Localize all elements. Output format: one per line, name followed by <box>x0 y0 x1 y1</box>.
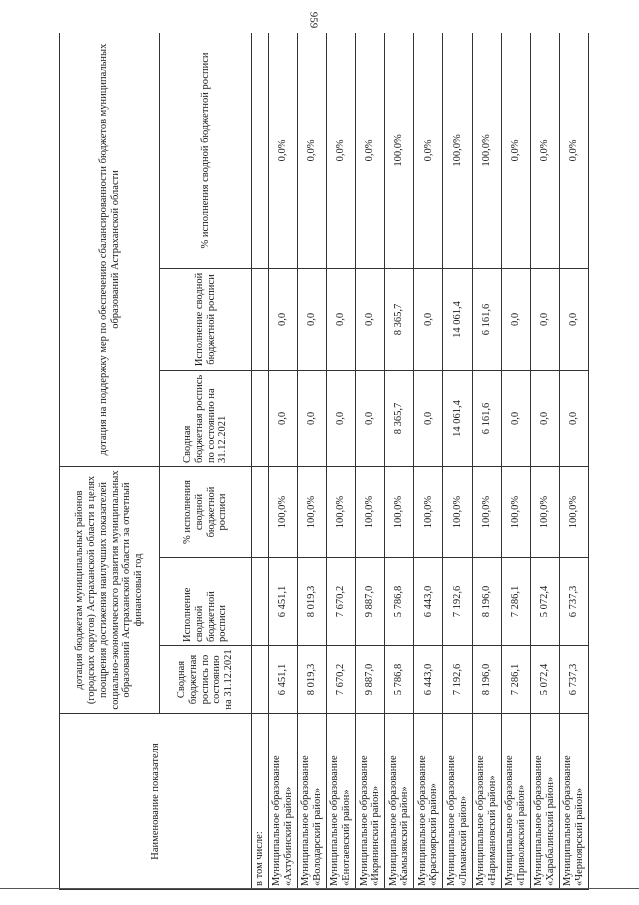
g2-plan-value: 6 161,6 <box>472 370 501 466</box>
g2-plan-value: 0,0 <box>501 370 530 466</box>
table-row <box>298 33 327 890</box>
g2-exec-value: 0,0 <box>269 268 298 370</box>
g2-pct-value: 0,0% <box>414 33 443 268</box>
page-number: 959 <box>307 11 320 29</box>
g2-plan-header: Сводная бюджетная роспись по состоянию на 31.12.2021 <box>160 370 252 466</box>
budget-table <box>59 33 589 890</box>
g2-exec-value: 0,0 <box>559 268 588 370</box>
row-name: Муниципальное образование «Икрянинский район» <box>356 714 385 890</box>
row-name: Муниципальное образование «Камызякский район» <box>385 714 414 890</box>
g1-pct-value: 100,0% <box>327 466 356 557</box>
table-row <box>269 33 298 890</box>
g2-pct-value: 0,0% <box>559 33 588 268</box>
g2-pct-value: 0,0% <box>501 33 530 268</box>
table-row <box>443 33 472 890</box>
g1-pct-value: 100,0% <box>269 466 298 557</box>
g1-plan-value: 6 737,3 <box>559 646 588 714</box>
g2-plan-value: 0,0 <box>356 370 385 466</box>
g1-exec-value: 7 286,1 <box>501 558 530 646</box>
row-name: Муниципальное образование «Енотаевский район» <box>327 714 356 890</box>
g2-pct-value: 100,0% <box>472 33 501 268</box>
subheader-label: в том числе: <box>252 714 269 890</box>
g1-exec-value: 5 072,4 <box>530 558 559 646</box>
g2-plan-value: 0,0 <box>559 370 588 466</box>
g2-pct-value: 0,0% <box>298 33 327 268</box>
g2-exec-value: 14 061,4 <box>443 268 472 370</box>
empty-cell <box>252 466 269 557</box>
g2-plan-value: 0,0 <box>298 370 327 466</box>
g2-plan-value: 0,0 <box>327 370 356 466</box>
subheader-row <box>252 33 269 890</box>
table-row <box>414 33 443 890</box>
page-bottom-rule <box>0 888 639 889</box>
g1-pct-value: 100,0% <box>472 466 501 557</box>
table-row <box>559 33 588 890</box>
row-name: Муниципальное образование «Наримановский район» <box>472 714 501 890</box>
indicator-header: Наименование показателя <box>60 714 252 890</box>
g1-plan-value: 9 887,0 <box>356 646 385 714</box>
table-row <box>385 33 414 890</box>
group2-header: дотация на поддержку мер по обеспечению сбалансированности бюджетов муниципальных образований Астраханской области <box>60 33 160 466</box>
empty-cell <box>252 646 269 714</box>
g1-pct-value: 100,0% <box>443 466 472 557</box>
g2-exec-value: 0,0 <box>414 268 443 370</box>
row-name: Муниципальное образование «Ахтубинский район» <box>269 714 298 890</box>
g2-exec-value: 0,0 <box>530 268 559 370</box>
g1-plan-value: 6 443,0 <box>414 646 443 714</box>
g1-exec-value: 5 786,8 <box>385 558 414 646</box>
table-row <box>327 33 356 890</box>
g1-exec-value: 8 019,3 <box>298 558 327 646</box>
g2-pct-value: 100,0% <box>385 33 414 268</box>
g1-exec-value: 7 670,2 <box>327 558 356 646</box>
g2-plan-value: 14 061,4 <box>443 370 472 466</box>
g2-exec-value: 0,0 <box>501 268 530 370</box>
g1-pct-value: 100,0% <box>298 466 327 557</box>
g1-exec-value: 7 192,6 <box>443 558 472 646</box>
empty-cell <box>252 558 269 646</box>
g2-exec-value: 0,0 <box>356 268 385 370</box>
g1-exec-value: 8 196,0 <box>472 558 501 646</box>
table-row <box>356 33 385 890</box>
g1-plan-value: 7 286,1 <box>501 646 530 714</box>
g1-pct-value: 100,0% <box>356 466 385 557</box>
table-row <box>472 33 501 890</box>
row-name: Муниципальное образование «Лиманский район» <box>443 714 472 890</box>
g1-plan-value: 7 192,6 <box>443 646 472 714</box>
row-name: Муниципальное образование «Черноярский район» <box>559 714 588 890</box>
g2-pct-value: 0,0% <box>356 33 385 268</box>
g1-plan-value: 5 786,8 <box>385 646 414 714</box>
g2-pct-value: 0,0% <box>269 33 298 268</box>
g1-pct-value: 100,0% <box>559 466 588 557</box>
rotated-table-wrapper <box>59 33 589 890</box>
g1-plan-value: 8 196,0 <box>472 646 501 714</box>
g1-exec-header: Исполнение сводной бюджетной росписи <box>160 558 252 646</box>
g1-plan-value: 6 451,1 <box>269 646 298 714</box>
row-name: Муниципальное образование «Красноярский район» <box>414 714 443 890</box>
g2-plan-value: 0,0 <box>269 370 298 466</box>
g2-exec-value: 6 161,6 <box>472 268 501 370</box>
g2-exec-header: Исполнение сводной бюджетной росписи <box>160 268 252 370</box>
g2-plan-value: 0,0 <box>530 370 559 466</box>
g2-pct-value: 100,0% <box>443 33 472 268</box>
g2-pct-value: 0,0% <box>327 33 356 268</box>
g1-exec-value: 6 451,1 <box>269 558 298 646</box>
row-name: Муниципальное образование «Володарский район» <box>298 714 327 890</box>
g2-pct-header: % исполнения сводной бюджетной росписи <box>160 33 252 268</box>
group1-header: дотация бюджетам муниципальных районов (городских округов) Астраханской области в целях поощрения достижения наилучших показателей социально-экономического развития муниципальных образований Астраханской области за отчетный финансовый год <box>60 466 160 713</box>
g1-pct-value: 100,0% <box>501 466 530 557</box>
g2-exec-value: 0,0 <box>327 268 356 370</box>
g1-pct-value: 100,0% <box>385 466 414 557</box>
g1-pct-header: % исполнения сводной бюджетной росписи <box>160 466 252 557</box>
g2-pct-value: 0,0% <box>530 33 559 268</box>
g1-exec-value: 6 443,0 <box>414 558 443 646</box>
table-row <box>530 33 559 890</box>
g1-exec-value: 6 737,3 <box>559 558 588 646</box>
table-area <box>59 33 589 890</box>
g1-exec-value: 9 887,0 <box>356 558 385 646</box>
g1-pct-value: 100,0% <box>530 466 559 557</box>
g2-plan-value: 0,0 <box>414 370 443 466</box>
empty-cell <box>252 33 269 268</box>
g1-plan-value: 8 019,3 <box>298 646 327 714</box>
row-name: Муниципальное образование «Харабалинский район» <box>530 714 559 890</box>
g1-pct-value: 100,0% <box>414 466 443 557</box>
g1-plan-header: Сводная бюджетная роспись по состоянию на 31.12.2021 <box>160 646 252 714</box>
g2-exec-value: 8 365,7 <box>385 268 414 370</box>
g1-plan-value: 5 072,4 <box>530 646 559 714</box>
g2-plan-value: 8 365,7 <box>385 370 414 466</box>
table-row <box>501 33 530 890</box>
empty-cell <box>252 370 269 466</box>
row-name: Муниципальное образование «Приволжский район» <box>501 714 530 890</box>
g2-exec-value: 0,0 <box>298 268 327 370</box>
table-header-row-1 <box>60 33 160 890</box>
g1-plan-value: 7 670,2 <box>327 646 356 714</box>
empty-cell <box>252 268 269 370</box>
